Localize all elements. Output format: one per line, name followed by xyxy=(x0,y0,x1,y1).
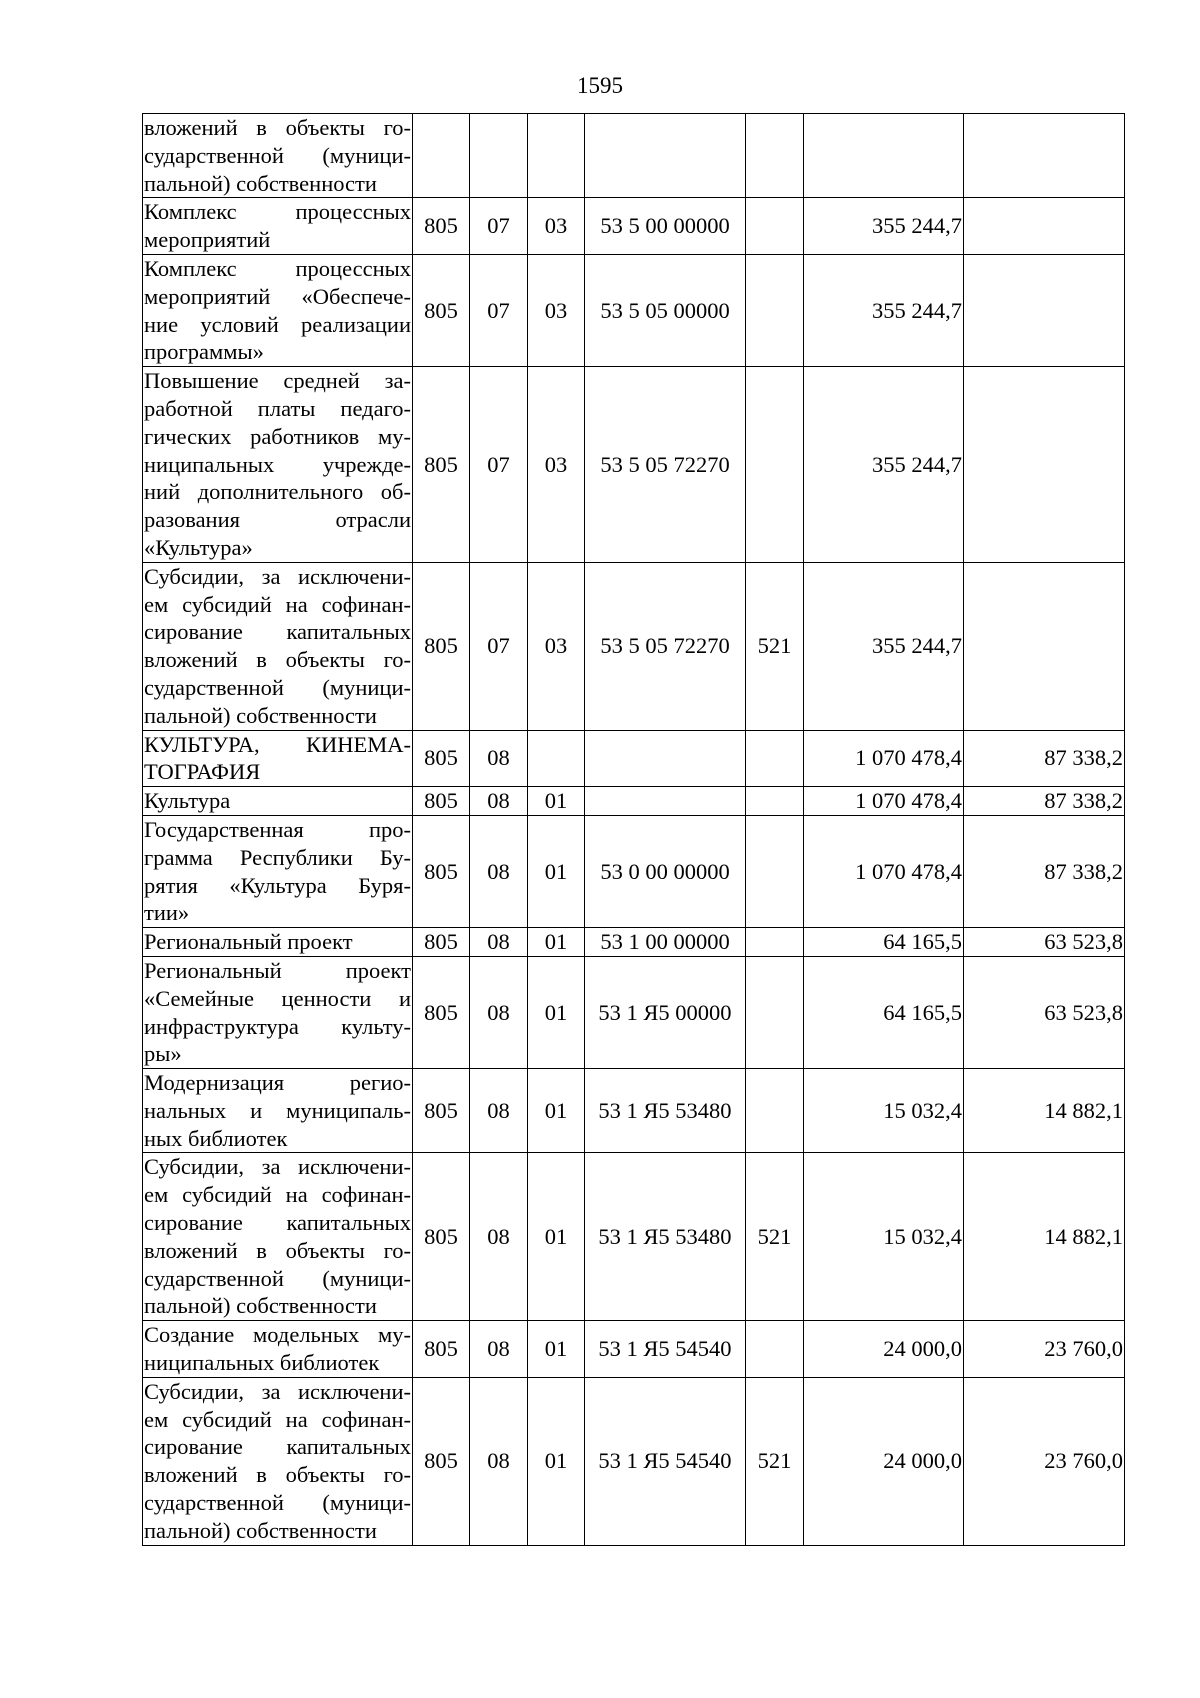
cell-target-article xyxy=(585,114,746,198)
cell-subsection: 01 xyxy=(528,1153,585,1321)
item-name-line: работной платы педаго- xyxy=(144,395,411,421)
item-name-line: разования отрасли xyxy=(144,507,411,533)
item-name-line: ниципальных библиотек xyxy=(144,1350,380,1376)
item-name-line: ние условий реализации xyxy=(144,311,411,337)
cell-item-name xyxy=(143,1321,413,1378)
cell-amount-total xyxy=(804,114,964,198)
cell-ministry-code: 805 xyxy=(413,367,470,563)
cell-subsection: 01 xyxy=(528,787,585,816)
cell-amount-federal: 87 338,2 xyxy=(964,815,1125,927)
cell-item-name xyxy=(143,254,413,366)
cell-ministry-code: 805 xyxy=(413,1321,470,1378)
item-name-line: гических работников му- xyxy=(144,423,411,449)
table-row xyxy=(143,114,1125,198)
table-row xyxy=(143,1321,1125,1378)
cell-amount-total: 24 000,0 xyxy=(804,1377,964,1545)
cell-amount-federal: 63 523,8 xyxy=(964,928,1125,957)
cell-subsection: 03 xyxy=(528,367,585,563)
cell-amount-federal: 63 523,8 xyxy=(964,956,1125,1068)
cell-amount-total: 15 032,4 xyxy=(804,1069,964,1153)
table-row xyxy=(143,730,1125,787)
table-row xyxy=(143,1377,1125,1545)
cell-subsection xyxy=(528,730,585,787)
cell-amount-total: 64 165,5 xyxy=(804,956,964,1068)
item-name-line: вложений в объекты го- xyxy=(144,647,411,673)
cell-target-article xyxy=(585,787,746,816)
cell-amount-federal: 23 760,0 xyxy=(964,1321,1125,1378)
item-name-line: сирование капитальных xyxy=(144,1210,411,1236)
cell-ministry-code: 805 xyxy=(413,254,470,366)
item-name-line: ем субсидий на софинан- xyxy=(144,1406,411,1432)
cell-amount-total: 1 070 478,4 xyxy=(804,730,964,787)
cell-target-article: 53 5 00 00000 xyxy=(585,198,746,255)
cell-amount-total: 355 244,7 xyxy=(804,367,964,563)
cell-item-name xyxy=(143,956,413,1068)
cell-ministry-code: 805 xyxy=(413,1069,470,1153)
item-name-line: ТОГРАФИЯ xyxy=(144,759,261,785)
item-name-line: Повышение средней за- xyxy=(144,368,411,394)
cell-section: 08 xyxy=(470,730,528,787)
item-name-line: вложений в объекты го- xyxy=(144,1462,411,1488)
item-name-line: Государственная про- xyxy=(144,816,411,842)
cell-item-name xyxy=(143,928,413,957)
cell-amount-total: 1 070 478,4 xyxy=(804,815,964,927)
cell-ministry-code: 805 xyxy=(413,815,470,927)
cell-target-article: 53 0 00 00000 xyxy=(585,815,746,927)
cell-target-article: 53 1 00 00000 xyxy=(585,928,746,957)
cell-amount-federal xyxy=(964,367,1125,563)
cell-amount-total: 64 165,5 xyxy=(804,928,964,957)
item-name-line: ных библиотек xyxy=(144,1125,288,1151)
cell-ministry-code: 805 xyxy=(413,730,470,787)
item-name-line: пальной) собственности xyxy=(144,1517,377,1543)
cell-section: 08 xyxy=(470,956,528,1068)
cell-section: 07 xyxy=(470,254,528,366)
cell-item-name xyxy=(143,114,413,198)
cell-ministry-code: 805 xyxy=(413,562,470,730)
cell-amount-total: 355 244,7 xyxy=(804,198,964,255)
cell-amount-federal xyxy=(964,254,1125,366)
cell-section: 07 xyxy=(470,367,528,563)
table-row xyxy=(143,198,1125,255)
cell-amount-federal: 87 338,2 xyxy=(964,730,1125,787)
item-name-line: сударственной (муници- xyxy=(144,1265,411,1291)
table-body xyxy=(143,114,1125,1546)
cell-ministry-code: 805 xyxy=(413,928,470,957)
item-name-line: рятия «Культура Буря- xyxy=(144,872,411,898)
cell-expense-type xyxy=(746,815,804,927)
item-name-line: грамма Республики Бу- xyxy=(144,844,411,870)
item-name-line: тии» xyxy=(144,900,190,926)
item-name-line: пальной) собственности xyxy=(144,702,377,728)
cell-target-article: 53 5 05 72270 xyxy=(585,367,746,563)
cell-target-article: 53 5 05 00000 xyxy=(585,254,746,366)
cell-amount-federal xyxy=(964,198,1125,255)
item-name-line: сирование капитальных xyxy=(144,1434,411,1460)
cell-section: 08 xyxy=(470,1069,528,1153)
table-row xyxy=(143,1153,1125,1321)
item-name-line: ниципальных учрежде- xyxy=(144,451,411,477)
cell-section: 08 xyxy=(470,1321,528,1378)
item-name-line: вложений в объекты го- xyxy=(144,1237,411,1263)
item-name-line: Культура xyxy=(144,788,231,814)
cell-amount-total: 1 070 478,4 xyxy=(804,787,964,816)
cell-section: 08 xyxy=(470,1377,528,1545)
item-name-line: Субсидии, за исключени- xyxy=(144,1154,411,1180)
cell-target-article: 53 5 05 72270 xyxy=(585,562,746,730)
cell-section xyxy=(470,114,528,198)
cell-ministry-code: 805 xyxy=(413,1377,470,1545)
cell-ministry-code: 805 xyxy=(413,956,470,1068)
cell-subsection: 01 xyxy=(528,928,585,957)
cell-item-name xyxy=(143,1069,413,1153)
cell-section: 08 xyxy=(470,928,528,957)
table-row xyxy=(143,562,1125,730)
cell-amount-total: 15 032,4 xyxy=(804,1153,964,1321)
table-row xyxy=(143,956,1125,1068)
table-row xyxy=(143,928,1125,957)
cell-amount-total: 355 244,7 xyxy=(804,254,964,366)
item-name-line: Комплекс процессных xyxy=(144,255,411,281)
cell-expense-type xyxy=(746,114,804,198)
cell-expense-type xyxy=(746,254,804,366)
cell-expense-type: 521 xyxy=(746,562,804,730)
cell-amount-federal: 14 882,1 xyxy=(964,1069,1125,1153)
page-number: 1595 xyxy=(577,73,623,98)
cell-ministry-code: 805 xyxy=(413,1153,470,1321)
cell-amount-federal xyxy=(964,562,1125,730)
table-row xyxy=(143,1069,1125,1153)
cell-expense-type xyxy=(746,1069,804,1153)
cell-expense-type xyxy=(746,730,804,787)
cell-item-name xyxy=(143,1153,413,1321)
cell-expense-type xyxy=(746,928,804,957)
item-name-line: «Семейные ценности и xyxy=(144,985,411,1011)
item-name-line: вложений в объекты го- xyxy=(144,115,411,140)
item-name-line: пальной) собственности xyxy=(144,170,377,196)
item-name-line: Субсидии, за исключени- xyxy=(144,1378,411,1404)
cell-target-article: 53 1 Я5 00000 xyxy=(585,956,746,1068)
cell-item-name xyxy=(143,730,413,787)
item-name-line: нальных и муниципаль- xyxy=(144,1097,411,1123)
item-name-line: сударственной (муници- xyxy=(144,1490,411,1516)
table-row xyxy=(143,367,1125,563)
item-name-line: программы» xyxy=(144,339,264,365)
cell-subsection: 03 xyxy=(528,562,585,730)
cell-section: 08 xyxy=(470,815,528,927)
table-row xyxy=(143,815,1125,927)
cell-subsection: 03 xyxy=(528,254,585,366)
item-name-line: ем субсидий на софинан- xyxy=(144,1182,411,1208)
item-name-line: мероприятий «Обеспече- xyxy=(144,283,411,309)
cell-subsection: 01 xyxy=(528,1069,585,1153)
item-name-line: пальной) собственности xyxy=(144,1293,377,1319)
cell-section: 08 xyxy=(470,1153,528,1321)
item-name-line: инфраструктура культу- xyxy=(144,1013,411,1039)
cell-item-name xyxy=(143,787,413,816)
cell-expense-type xyxy=(746,198,804,255)
budget-table xyxy=(142,113,1125,1546)
cell-amount-total: 355 244,7 xyxy=(804,562,964,730)
cell-expense-type: 521 xyxy=(746,1153,804,1321)
cell-expense-type xyxy=(746,367,804,563)
table-row xyxy=(143,787,1125,816)
cell-section: 07 xyxy=(470,562,528,730)
cell-target-article: 53 1 Я5 54540 xyxy=(585,1321,746,1378)
cell-expense-type xyxy=(746,787,804,816)
cell-subsection: 03 xyxy=(528,198,585,255)
item-name-line: «Культура» xyxy=(144,534,253,560)
cell-expense-type: 521 xyxy=(746,1377,804,1545)
item-name-line: ры» xyxy=(144,1041,182,1067)
cell-subsection: 01 xyxy=(528,1377,585,1545)
cell-expense-type xyxy=(746,1321,804,1378)
cell-subsection xyxy=(528,114,585,198)
cell-target-article: 53 1 Я5 53480 xyxy=(585,1153,746,1321)
cell-section: 07 xyxy=(470,198,528,255)
cell-amount-federal: 23 760,0 xyxy=(964,1377,1125,1545)
cell-ministry-code: 805 xyxy=(413,198,470,255)
cell-target-article: 53 1 Я5 54540 xyxy=(585,1377,746,1545)
cell-subsection: 01 xyxy=(528,956,585,1068)
item-name-line: мероприятий xyxy=(144,227,271,253)
cell-target-article: 53 1 Я5 53480 xyxy=(585,1069,746,1153)
cell-subsection: 01 xyxy=(528,815,585,927)
cell-subsection: 01 xyxy=(528,1321,585,1378)
cell-ministry-code: 805 xyxy=(413,787,470,816)
item-name-line: сударственной (муници- xyxy=(144,674,411,700)
item-name-line: Региональный проект xyxy=(144,957,411,983)
cell-amount-federal: 14 882,1 xyxy=(964,1153,1125,1321)
item-name-line: Создание модельных му- xyxy=(144,1322,411,1348)
table-row xyxy=(143,254,1125,366)
cell-amount-federal xyxy=(964,114,1125,198)
item-name-line: сударственной (муници- xyxy=(144,142,411,168)
item-name-line: Региональный проект xyxy=(144,929,353,955)
item-name-line: ний дополнительного об- xyxy=(144,479,411,505)
cell-section: 08 xyxy=(470,787,528,816)
cell-target-article xyxy=(585,730,746,787)
item-name-line: сирование капитальных xyxy=(144,619,411,645)
cell-item-name xyxy=(143,1377,413,1545)
item-name-line: Комплекс процессных xyxy=(144,199,411,225)
cell-ministry-code xyxy=(413,114,470,198)
item-name-line: ем субсидий на софинан- xyxy=(144,591,411,617)
cell-item-name xyxy=(143,198,413,255)
cell-amount-federal: 87 338,2 xyxy=(964,787,1125,816)
item-name-line: Субсидии, за исключени- xyxy=(144,563,411,589)
cell-item-name xyxy=(143,562,413,730)
cell-amount-total: 24 000,0 xyxy=(804,1321,964,1378)
cell-expense-type xyxy=(746,956,804,1068)
item-name-line: КУЛЬТУРА, КИНЕМА- xyxy=(144,731,411,757)
item-name-line: Модернизация регио- xyxy=(144,1070,411,1096)
cell-item-name xyxy=(143,367,413,563)
cell-item-name xyxy=(143,815,413,927)
